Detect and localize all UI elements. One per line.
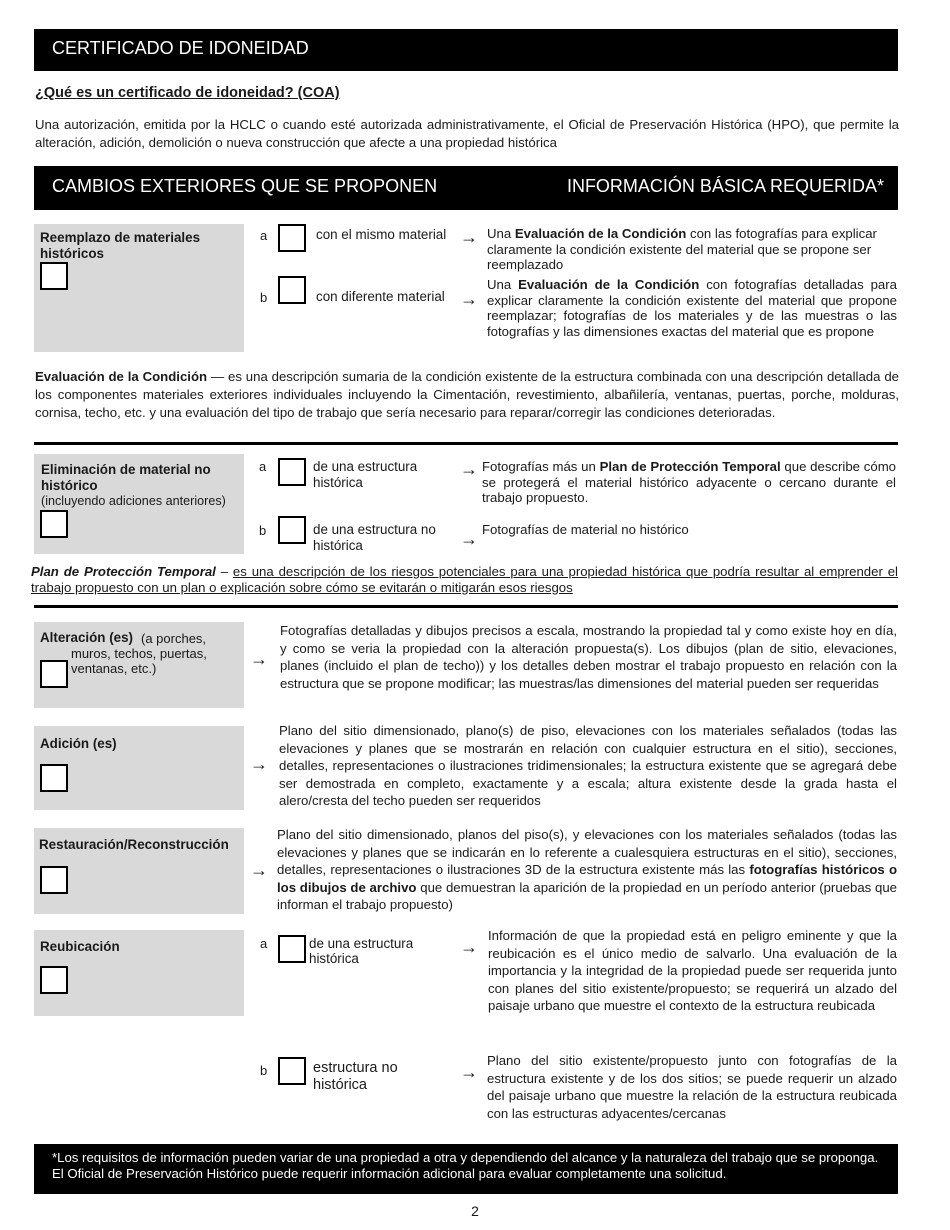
req-bold: fotografías históricos o los dibujos de archivo (277, 862, 898, 895)
restoration-panel (34, 828, 244, 914)
removal-historic-checkbox[interactable] (278, 458, 306, 486)
relocation-historic-requirement: Información de que la propiedad está en peligro eminente y que la reubicación es el único medio de salvarlo. Una evaluación de la importancia y la integridad de la propiedad puede ser requerida junto con planes del sitio existente/propuesto; se requerirá un alzado del paisaje urbano que muestre el contexto de la estructura reubicada (488, 928, 897, 1014)
removal-checkbox[interactable] (40, 510, 68, 538)
replacement-different-material-option: con diferente material (316, 289, 445, 304)
alteration-panel (34, 622, 244, 708)
replacement-same-material-requirement (487, 226, 897, 273)
removal-sublabel: (incluyendo adiciones anteriores) (41, 494, 226, 508)
coa-definition: Una autorización, emitida por la HCLC o cuando esté autorizada administrativamente, el Oficial de Preservación Histórica (HPO), que permite la alteración, adición, demolición o nueva construcción que afecte a una propiedad histórica (35, 117, 899, 150)
req-text: Una (487, 277, 519, 292)
req-bold: Evaluación de la Condición (514, 226, 687, 241)
replacement-same-material-option: con el mismo material (316, 227, 447, 242)
definition-term: Plan de Protección Temporal (31, 564, 216, 579)
arrow-icon: → (460, 529, 478, 549)
alteration-requirement: Fotografías detalladas y dibujos precisos a escala, mostrando la propiedad tal y como existe hoy en día, y como se veria la propiedad con la alteración propuesta(s). Los dibujos (plan de sitio, elevaciones, planes (incluido el plan de techo)) y los detalles deben mostrar el trabajo propuesto en relación con la estructura que se propone modificar; las muestras/las dimensiones del material pueden ser requeridas (280, 623, 897, 691)
replacement-a-letter: a (260, 228, 268, 243)
page-number: 2 (471, 1203, 479, 1219)
alteration-label: Alteración (es) (40, 630, 134, 645)
req-bold: Evaluación de la Condición (518, 277, 700, 292)
removal-b-letter: b (259, 523, 267, 538)
req-text: Una (487, 226, 515, 241)
arrow-icon: → (460, 459, 478, 479)
replacement-panel (34, 224, 244, 352)
relocation-b-letter: b (260, 1063, 268, 1078)
coa-question: ¿Qué es un certificado de idoneidad? (COA) (35, 85, 340, 101)
replacement-label: Reemplazo de materiales históricos (40, 230, 201, 261)
replacement-different-material-checkbox[interactable] (278, 276, 306, 304)
addition-label: Adición (es) (40, 736, 117, 751)
req-bold: Plan de Protección Temporal (599, 459, 781, 474)
replacement-b-letter: b (260, 290, 268, 305)
req-text: Plano del sitio dimensionado, planos del piso(s), y elevaciones con los materiales señalados (todas las elevaciones y planes que se indicarán en lo referente a cualesquiera estructuras en el sitio), secciones, detalles, representaciones o ilustraciones 3D de la estructura existente más las (277, 827, 897, 878)
restoration-label: Restauración/Reconstrucción (39, 837, 229, 852)
relocation-historic-checkbox[interactable] (278, 935, 306, 963)
removal-nonhistoric-checkbox[interactable] (278, 516, 306, 544)
replacement-different-material-requirement (487, 277, 897, 339)
arrow-icon: → (250, 754, 268, 774)
restoration-checkbox[interactable] (40, 866, 68, 894)
definition-text: es una descripción de los riesgos potenciales para una propiedad histórica que podría resultar al emprender el trabajo propuesto con un plan o explicación sobre cómo se evitarán o mitigarán esos riesgos (31, 564, 898, 595)
relocation-nonhistoric-checkbox[interactable] (278, 1057, 306, 1085)
removal-label: Eliminación de material no histórico (41, 462, 211, 493)
relocation-label: Reubicación (40, 939, 120, 954)
relocation-historic-option: de una estructura histórica (309, 936, 414, 966)
arrow-icon: → (250, 860, 268, 880)
alteration-checkbox[interactable] (40, 660, 68, 688)
removal-historic-requirement (482, 459, 896, 506)
section-header (34, 166, 898, 210)
section-header-left: CAMBIOS EXTERIORES QUE SE PROPONEN (52, 176, 438, 196)
alteration-sublabel: (a porches, muros, techos, puertas, ventanas, etc.) (71, 631, 207, 676)
divider (34, 605, 898, 608)
footer-note: *Los requisitos de información pueden variar de una propiedad a otra y dependiendo del alcance y la naturaleza del trabajo que se proponga. El Oficial de Preservación Histórico puede requerir información adicional para evaluar completamente una solicitud. (34, 1144, 898, 1194)
condition-assessment-definition (35, 368, 899, 422)
arrow-icon: → (460, 1062, 478, 1082)
removal-panel (34, 454, 244, 554)
addition-panel (34, 726, 244, 810)
removal-a-letter: a (259, 459, 267, 474)
relocation-a-letter: a (260, 936, 268, 951)
definition-sep: – (215, 564, 233, 579)
relocation-panel (34, 930, 244, 1016)
addition-requirement: Plano del sitio dimensionado, plano(s) de piso, elevaciones con los materiales señalados (todas las elevaciones y planes que se mostrarán en relación con cualquier estructura en el sitio), secciones, detalles, representaciones o ilustraciones tridimensionales; la estructura existente que se agregará debe ser demostrada en completo, exactamente y a escala; altura existente desde la grada hasta el alero/cresta del techo pueden ser requeridos (279, 723, 897, 809)
definition-text: — es una descripción sumaria de la condición existente de la estructura combinada con una descripción detallada de los componentes materiales exteriores individuales incluyendo la Cimentación, revestimiento, albañilería, ventanas, puertas, porche, molduras, cornisa, techo, etc. y una evaluación del tipo de trabajo que sería necesario para reparar/corregir las condiciones deterioradas. (35, 369, 899, 420)
removal-nonhistoric-option: de una estructura no histórica (313, 522, 436, 553)
addition-checkbox[interactable] (40, 764, 68, 792)
definition-term: Evaluación de la Condición (35, 369, 208, 384)
replacement-checkbox[interactable] (40, 262, 68, 290)
page-title: CERTIFICADO DE IDONEIDAD (34, 29, 898, 71)
section-header-right: INFORMACIÓN BÁSICA REQUERIDA* (566, 176, 884, 196)
removal-nonhistoric-requirement: Fotografías de material no histórico (482, 522, 689, 537)
relocation-nonhistoric-option: estructura no histórica (313, 1060, 398, 1093)
relocation-checkbox[interactable] (40, 966, 68, 994)
req-text: con las fotografías para explicar claramente la condición existente del material que se propone ser reemplazado (487, 226, 877, 272)
restoration-requirement (277, 826, 897, 914)
arrow-icon: → (250, 649, 268, 669)
arrow-icon: → (460, 937, 478, 957)
req-text: que describe cómo se protegerá el material histórico adyacente o cercano durante el trabajo propuesto. (482, 459, 897, 505)
req-text: que demuestran la aparición de la propiedad en un período anterior (pruebas que informan el trabajo propuesto) (277, 879, 898, 913)
temporary-protection-definition (31, 564, 898, 595)
arrow-icon: → (460, 227, 478, 247)
replacement-same-material-checkbox[interactable] (278, 224, 306, 252)
arrow-icon: → (460, 289, 478, 309)
divider (34, 442, 898, 445)
req-text: Fotografías más un (482, 459, 600, 474)
req-text: con fotografías detalladas para explicar claramente la condición existente del material que propone reemplazar; fotografías de los materiales y de las muestras o las fotografías y las dimensiones exactas del material que es propone (487, 277, 897, 339)
removal-historic-option: de una estructura histórica (313, 459, 418, 490)
relocation-nonhistoric-requirement: Plano del sitio existente/propuesto junto con fotografías de la estructura existente y de los dos sitios; se puede requerir un alzado del paisaje urbano que muestre la relación de la estructura reubicada con las estructuras adyacentes/cercanas (487, 1053, 897, 1121)
